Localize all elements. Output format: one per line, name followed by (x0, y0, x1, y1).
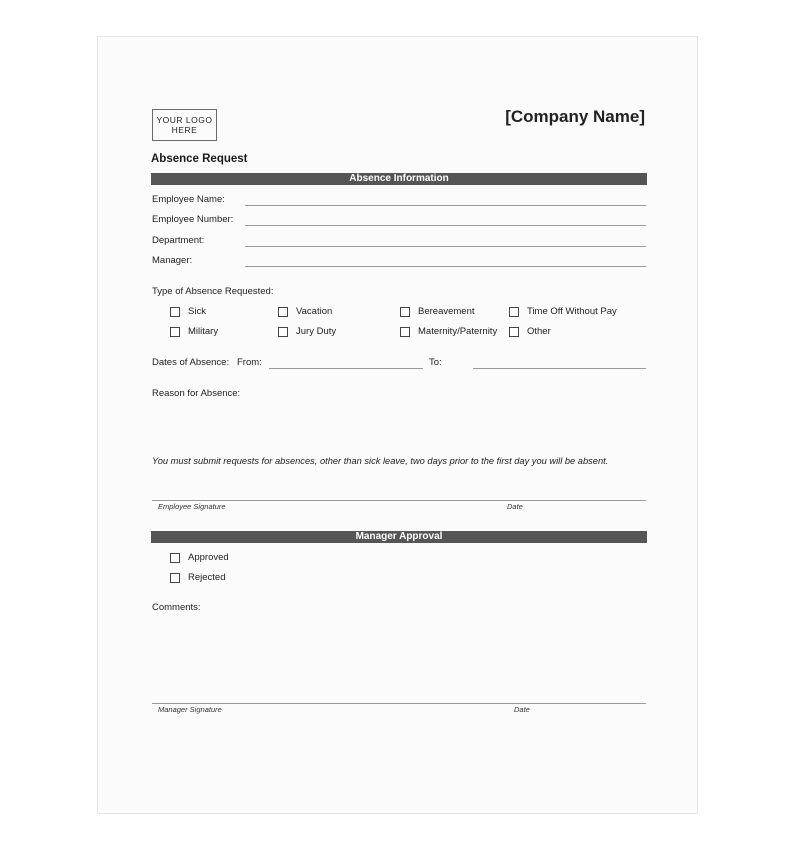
checkbox-box[interactable] (509, 327, 519, 337)
employee-name-label: Employee Name: (152, 194, 225, 205)
checkbox-box[interactable] (400, 327, 410, 337)
checkbox-box[interactable] (509, 307, 519, 317)
checkbox-bereavement[interactable] (400, 306, 475, 317)
checkbox-time-off-without-pay[interactable] (509, 306, 617, 317)
checkbox-approved[interactable] (170, 552, 229, 563)
employee-signature-field[interactable] (152, 500, 646, 501)
form-page (97, 36, 698, 814)
manager-label: Manager: (152, 255, 193, 266)
company-name: [Company Name] (505, 107, 645, 126)
submission-notice: You must submit requests for absences, other than sick leave, two days prior to the first day you will be absent. (152, 456, 609, 466)
checkbox-vacation[interactable] (278, 306, 332, 317)
reason-for-absence-label: Reason for Absence: (152, 388, 241, 399)
to-date-field[interactable] (473, 368, 646, 369)
form-title: Absence Request (151, 153, 248, 165)
employee-date-label: Date (507, 502, 523, 511)
department-field[interactable] (245, 246, 646, 247)
checkbox-label: Other (527, 326, 551, 337)
checkbox-label: Time Off Without Pay (527, 306, 617, 317)
manager-approval-header: Manager Approval (151, 531, 647, 543)
checkbox-box[interactable] (278, 327, 288, 337)
absence-type-label: Type of Absence Requested: (152, 286, 274, 297)
comments-label: Comments: (152, 602, 201, 613)
company-logo-placeholder: YOUR LOGO HERE (152, 109, 217, 141)
checkbox-label: Maternity/Paternity (418, 326, 498, 337)
manager-signature-field[interactable] (152, 703, 646, 704)
from-label: From: (237, 357, 262, 368)
checkbox-box[interactable] (170, 553, 180, 563)
checkbox-label: Rejected (188, 572, 226, 583)
from-date-field[interactable] (269, 368, 423, 369)
manager-field[interactable] (245, 266, 646, 267)
checkbox-jury-duty[interactable] (278, 326, 336, 337)
employee-name-field[interactable] (245, 205, 646, 206)
to-label: To: (429, 357, 442, 368)
employee-number-field[interactable] (245, 225, 646, 226)
checkbox-maternity-paternity[interactable] (400, 326, 497, 337)
checkbox-box[interactable] (170, 327, 180, 337)
checkbox-label: Jury Duty (296, 326, 337, 337)
department-label: Department: (152, 235, 205, 246)
checkbox-box[interactable] (170, 307, 180, 317)
checkbox-label: Bereavement (418, 306, 475, 317)
dates-of-absence-label: Dates of Absence: (152, 357, 230, 368)
checkbox-military[interactable] (170, 326, 218, 337)
checkbox-sick[interactable] (170, 306, 206, 317)
absence-information-header: Absence Information (151, 173, 647, 185)
employee-signature-label: Employee Signature (158, 502, 226, 511)
checkbox-box[interactable] (278, 307, 288, 317)
checkbox-label: Military (188, 326, 219, 337)
checkbox-label: Vacation (296, 306, 333, 317)
checkbox-box[interactable] (400, 307, 410, 317)
reason-for-absence-field[interactable] (152, 401, 646, 449)
comments-field[interactable] (152, 615, 646, 701)
employee-number-label: Employee Number: (152, 214, 234, 225)
checkbox-label: Approved (188, 552, 229, 563)
checkbox-other[interactable] (509, 326, 551, 337)
manager-signature-label: Manager Signature (158, 705, 222, 714)
checkbox-label: Sick (188, 306, 206, 317)
checkbox-rejected[interactable] (170, 572, 226, 583)
checkbox-box[interactable] (170, 573, 180, 583)
manager-date-label: Date (514, 705, 530, 714)
